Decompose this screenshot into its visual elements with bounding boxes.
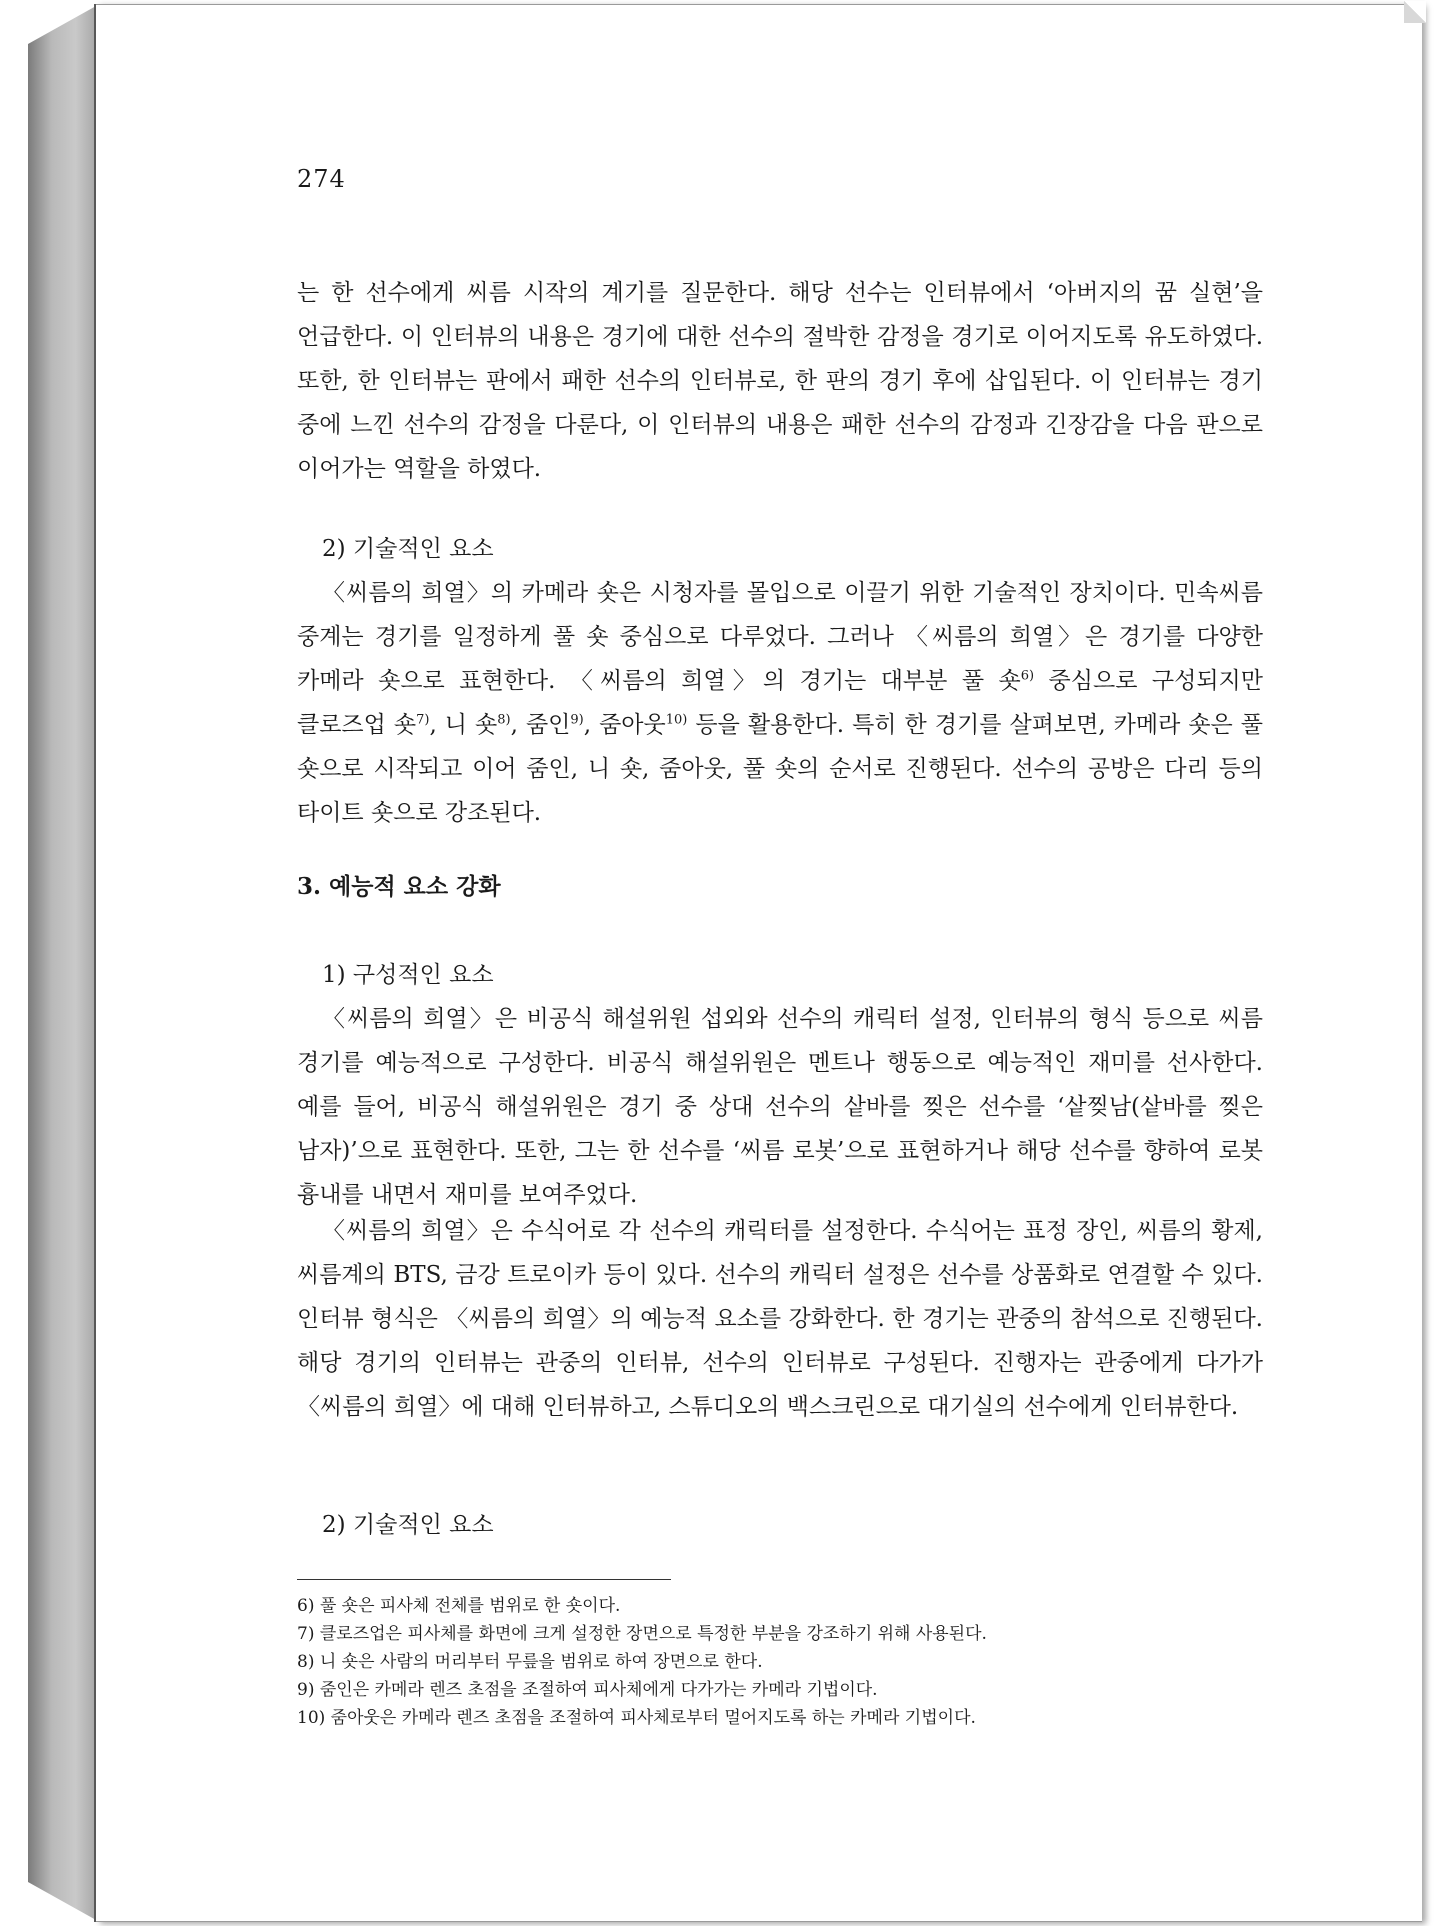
page-number: 274 <box>297 165 346 193</box>
footnote-9: 9) 줌인은 카메라 렌즈 초점을 조절하여 피사체에게 다가가는 카메라 기법이다. <box>297 1680 878 1700</box>
footnote-ref-10[interactable]: 10) <box>665 712 688 728</box>
camera-shots-text-c: , 니 숏 <box>429 712 498 738</box>
section-heading-entertainment: 3. 예능적 요소 강화 <box>297 873 501 900</box>
subheading-compositional-elements: 1) 구성적인 요소 <box>322 962 494 988</box>
camera-shots-text-e: , 줌아웃 <box>583 712 666 738</box>
footnote-ref-6[interactable]: 6) <box>1020 668 1035 684</box>
footnote-8: 8) 니 숏은 사람의 머리부터 무릎을 범위로 하여 장면으로 한다. <box>297 1652 763 1672</box>
camera-shots-text-d: , 줌인 <box>510 712 571 738</box>
camera-shots-text-b: 중심으로 구성되지만 클로즈업 숏 <box>297 668 1263 738</box>
footnote-7: 7) 클로즈업은 피사체를 화면에 크게 설정한 장면으로 특정한 부분을 강조하기 위해 사용된다. <box>297 1624 987 1644</box>
subheading-technical-elements-1: 2) 기술적인 요소 <box>322 536 494 562</box>
paragraph-camera-shots <box>297 571 1263 835</box>
footnotes <box>297 1592 1263 1732</box>
footnote-10: 10) 줌아웃은 카메라 렌즈 초점을 조절하여 피사체로부터 멀어지도록 하는 카메라 기법이다. <box>297 1708 976 1728</box>
paragraph-interview: 는 한 선수에게 씨름 시작의 계기를 질문한다. 해당 선수는 인터뷰에서 ‘아버지의 꿈 실현’을 언급한다. 이 인터뷰의 내용은 경기에 대한 선수의 절박한 감정을 경기로 이어지도록 유도하였다. 또한, 한 인터뷰는 판에서 패한 선수의 인터뷰로, 한 판의 경기 후에 삽입된다. 이 인터뷰는 경기 중에 느낀 선수의 감정을 다룬다, 이 인터뷰의 내용은 패한 선수의 감정과 긴장감을 다음 판으로 이어가는 역할을 하였다. <box>297 280 1263 482</box>
paragraph-characters: 〈씨름의 희열〉은 수식어로 각 선수의 캐릭터를 설정한다. 수식어는 표정 장인, 씨름의 황제, 씨름계의 BTS, 금강 트로이카 등이 있다. 선수의 캐릭터 설정은 선수를 상품화로 연결할 수 있다. 인터뷰 형식은 〈씨름의 희열〉의 예능적 요소를 강화한다. 한 경기는 관중의 참석으로 진행된다. 해당 경기의 인터뷰는 관중의 인터뷰, 선수의 인터뷰로 구성된다. 진행자는 관중에게 다가가 〈씨름의 희열〉에 대해 인터뷰하고, 스튜디오의 백스크린으로 대기실의 선수에게 인터뷰한다. <box>297 1218 1263 1420</box>
book-spine <box>28 6 96 1920</box>
footnote-ref-7[interactable]: 7) <box>416 712 430 728</box>
paragraph-commentators: 〈씨름의 희열〉은 비공식 해설위원 섭외와 선수의 캐릭터 설정, 인터뷰의 형식 등으로 씨름 경기를 예능적으로 구성한다. 비공식 해설위원은 멘트나 행동으로 예능적인 재미를 선사한다. 예를 들어, 비공식 해설위원은 경기 중 상대 선수의 샅바를 찢은 선수를 ‘샅찢남(샅바를 찢은 남자)’으로 표현한다. 또한, 그는 한 선수를 ‘씨름 로봇’으로 표현하거나 해당 선수를 향하여 로봇 흉내를 내면서 재미를 보여주었다. <box>297 1006 1263 1208</box>
camera-shots-text-f: 등을 활용한다. 특히 한 경기를 살펴보면, 카메라 숏은 풀 숏으로 시작되고 이어 줌인, 니 숏, 줌아웃, 풀 숏의 순서로 진행된다. 선수의 공방은 다리 등의 타이트 숏으로 강조된다. <box>297 712 1264 826</box>
footnote-ref-8[interactable]: 8) <box>497 712 511 728</box>
footnote-ref-9[interactable]: 9) <box>570 712 584 728</box>
page-corner-fold <box>1404 1 1426 23</box>
footnote-6: 6) 풀 숏은 피사체 전체를 범위로 한 숏이다. <box>297 1596 621 1616</box>
subheading-technical-elements-2: 2) 기술적인 요소 <box>322 1512 494 1538</box>
footnote-divider <box>297 1579 671 1580</box>
book-page <box>96 4 1422 1922</box>
camera-shots-text-a: 〈씨름의 희열〉의 카메라 숏은 시청자를 몰입으로 이끌기 위한 기술적인 장치이다. 민속씨름 중계는 경기를 일정하게 풀 숏 중심으로 다루었다. 그러나 〈씨름의 희열〉은 경기를 다양한 카메라 숏으로 표현한다. 〈씨름의 희열〉의 경기는 대부분 풀 숏 <box>297 580 1263 694</box>
